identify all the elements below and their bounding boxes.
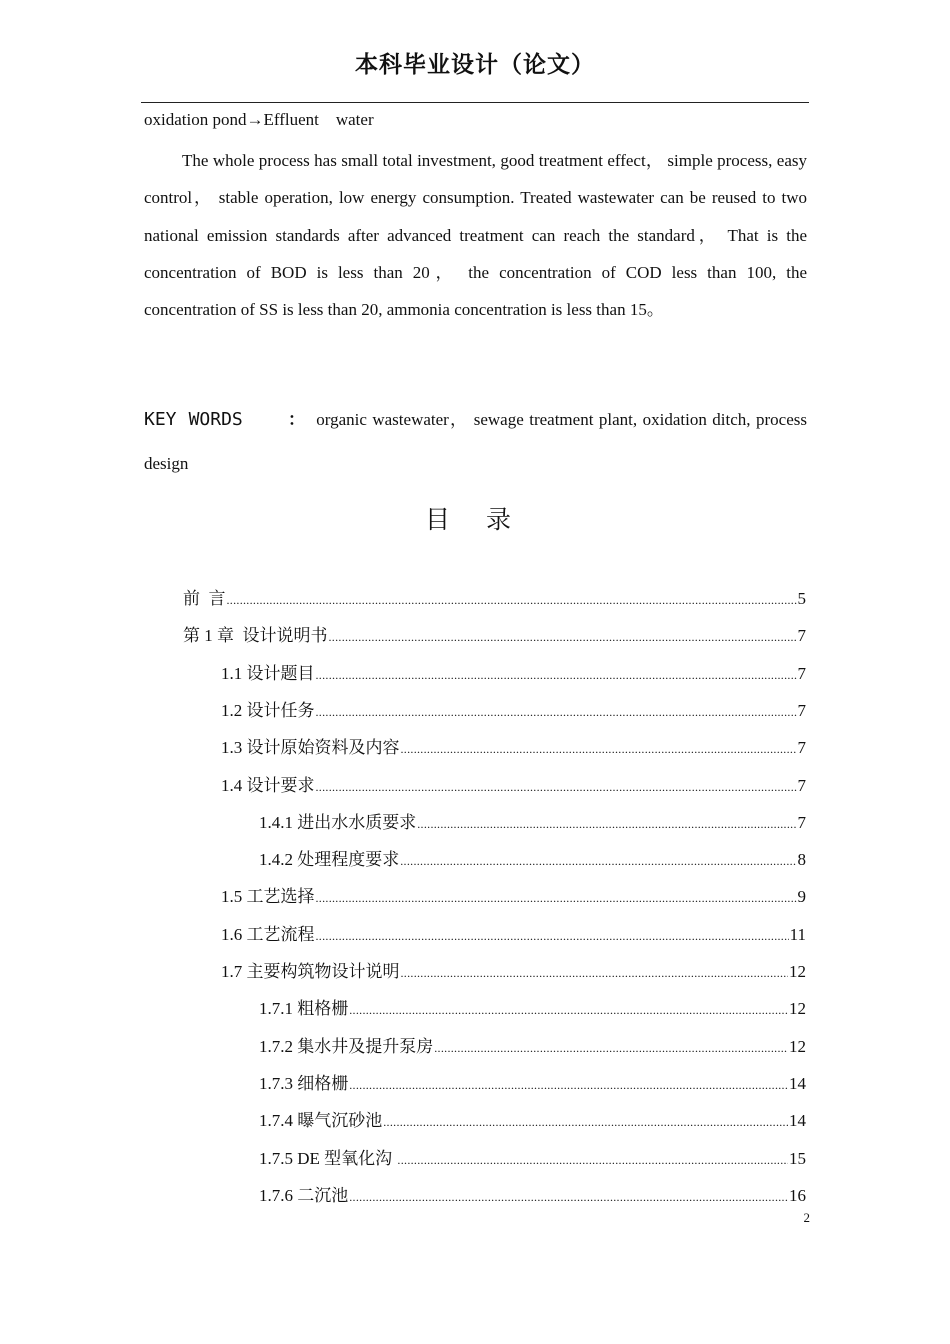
toc-entry-label: 1.7.5 DE 型氧化沟	[259, 1148, 397, 1168]
toc-entry-page: 7	[797, 738, 806, 758]
toc-leader-dots	[227, 593, 797, 608]
toc-entry[interactable]	[259, 1106, 806, 1136]
page-header-title: 本科毕业设计（论文）	[355, 52, 595, 78]
toc-entry-page: 5	[797, 589, 806, 608]
toc-leader-dots	[417, 817, 796, 832]
toc-entry-label: 1.7.4 曝气沉砂池	[259, 1111, 383, 1131]
toc-leader-dots	[401, 966, 789, 981]
toc-entry-page: 12	[789, 1036, 806, 1056]
toc-entry-page: 12	[789, 962, 806, 981]
toc-entry-label: 1.7.3 细格栅	[259, 1073, 349, 1093]
toc-entry-label: 1.2 设计任务	[221, 700, 315, 720]
keywords-colon: ：	[286, 410, 307, 430]
toc-entry[interactable]	[259, 1069, 806, 1099]
toc-entry[interactable]	[221, 920, 806, 950]
toc-entry[interactable]	[221, 696, 806, 726]
toc-entry-page: 7	[797, 775, 806, 795]
toc-entry-page: 15	[789, 1148, 806, 1168]
toc-entry-label: 1.4.2 处理程度要求	[259, 850, 400, 870]
abstract-paragraph: The whole process has small total investment, good treatment effect， simple process, easy control， stable operation, low energy consumption. Treated wastewater can be reused to two national emission standards after advanced treatment can reach the standard， That is the concentration of BOD is less than 20， the concentration of COD less than 100, the concentration of SS is less than 20, ammonia concentration is less than 15。	[144, 151, 807, 320]
toc-entry-page: 12	[789, 999, 806, 1019]
abstract-first-line: oxidation pond→Effluent water	[144, 110, 374, 129]
toc-entry-label: 1.4 设计要求	[221, 775, 315, 795]
toc-entry-label: 1.1 设计题目	[221, 663, 315, 683]
keywords-line	[144, 398, 807, 485]
toc-entry[interactable]	[221, 659, 806, 689]
toc-entry-label: 1.5 工艺选择	[221, 887, 315, 907]
toc-entry-label: 1.3 设计原始资料及内容	[221, 738, 400, 758]
toc-entry-page: 14	[789, 1111, 806, 1131]
toc-entry-label: 1.7.2 集水井及提升泵房	[259, 1036, 434, 1056]
toc-entry-page: 7	[797, 626, 806, 646]
toc-entry[interactable]	[259, 1144, 806, 1174]
toc-entry-page: 7	[797, 700, 806, 720]
toc-entry[interactable]	[259, 845, 806, 875]
toc-leader-dots	[349, 1190, 788, 1205]
toc-entry-page: 16	[789, 1185, 806, 1205]
toc-entry-label: 1.6 工艺流程	[221, 924, 315, 944]
toc-leader-dots	[349, 1003, 788, 1018]
toc-entry[interactable]	[221, 771, 806, 801]
toc-leader-dots	[329, 630, 797, 645]
toc-leader-dots	[349, 1078, 788, 1093]
toc-leader-dots	[400, 854, 796, 869]
toc-entry-page: 7	[797, 812, 806, 832]
toc-entry-page: 7	[797, 663, 806, 683]
toc-leader-dots	[434, 1041, 788, 1056]
toc-leader-dots	[316, 780, 797, 795]
toc-entry-label: 1.7.1 粗格栅	[259, 999, 349, 1019]
toc-entry-label: 第 1 章 设计说明书	[183, 626, 328, 646]
toc-leader-dots	[316, 929, 789, 944]
toc-entry[interactable]	[183, 621, 806, 651]
keywords-label: KEY WORDS	[144, 409, 243, 430]
toc-entry[interactable]	[221, 882, 806, 912]
toc-entry[interactable]	[221, 957, 806, 987]
toc-leader-dots	[401, 742, 797, 757]
toc-entry[interactable]	[259, 1032, 806, 1062]
toc-leader-dots	[316, 705, 797, 720]
toc-entry-page: 14	[789, 1073, 806, 1093]
toc-entry-label: 前 言	[183, 589, 226, 608]
toc-leader-dots	[397, 1153, 788, 1168]
header-rule	[141, 102, 809, 103]
toc-entry-page: 8	[797, 850, 806, 870]
toc-entry-page: 9	[797, 887, 806, 907]
toc-entry-label: 1.7.6 二沉池	[259, 1185, 349, 1205]
toc-title: 目 录	[425, 505, 525, 534]
toc-entry-label: 1.4.1 进出水水质要求	[259, 812, 417, 832]
toc-entry[interactable]	[183, 584, 806, 614]
toc-entry-label: 1.7 主要构筑物设计说明	[221, 962, 400, 981]
page-number: 2	[803, 1210, 810, 1225]
toc-leader-dots	[316, 668, 797, 683]
toc-entry[interactable]	[221, 733, 806, 763]
toc-entry-page: 11	[789, 924, 806, 944]
toc-entry[interactable]	[259, 808, 806, 838]
keywords-text: organic wastewater， sewage treatment plant, oxidation ditch, process design	[144, 410, 807, 473]
toc-leader-dots	[316, 891, 797, 906]
toc-leader-dots	[383, 1115, 788, 1130]
toc-entry[interactable]	[259, 1181, 806, 1211]
toc-entry[interactable]	[259, 994, 806, 1024]
